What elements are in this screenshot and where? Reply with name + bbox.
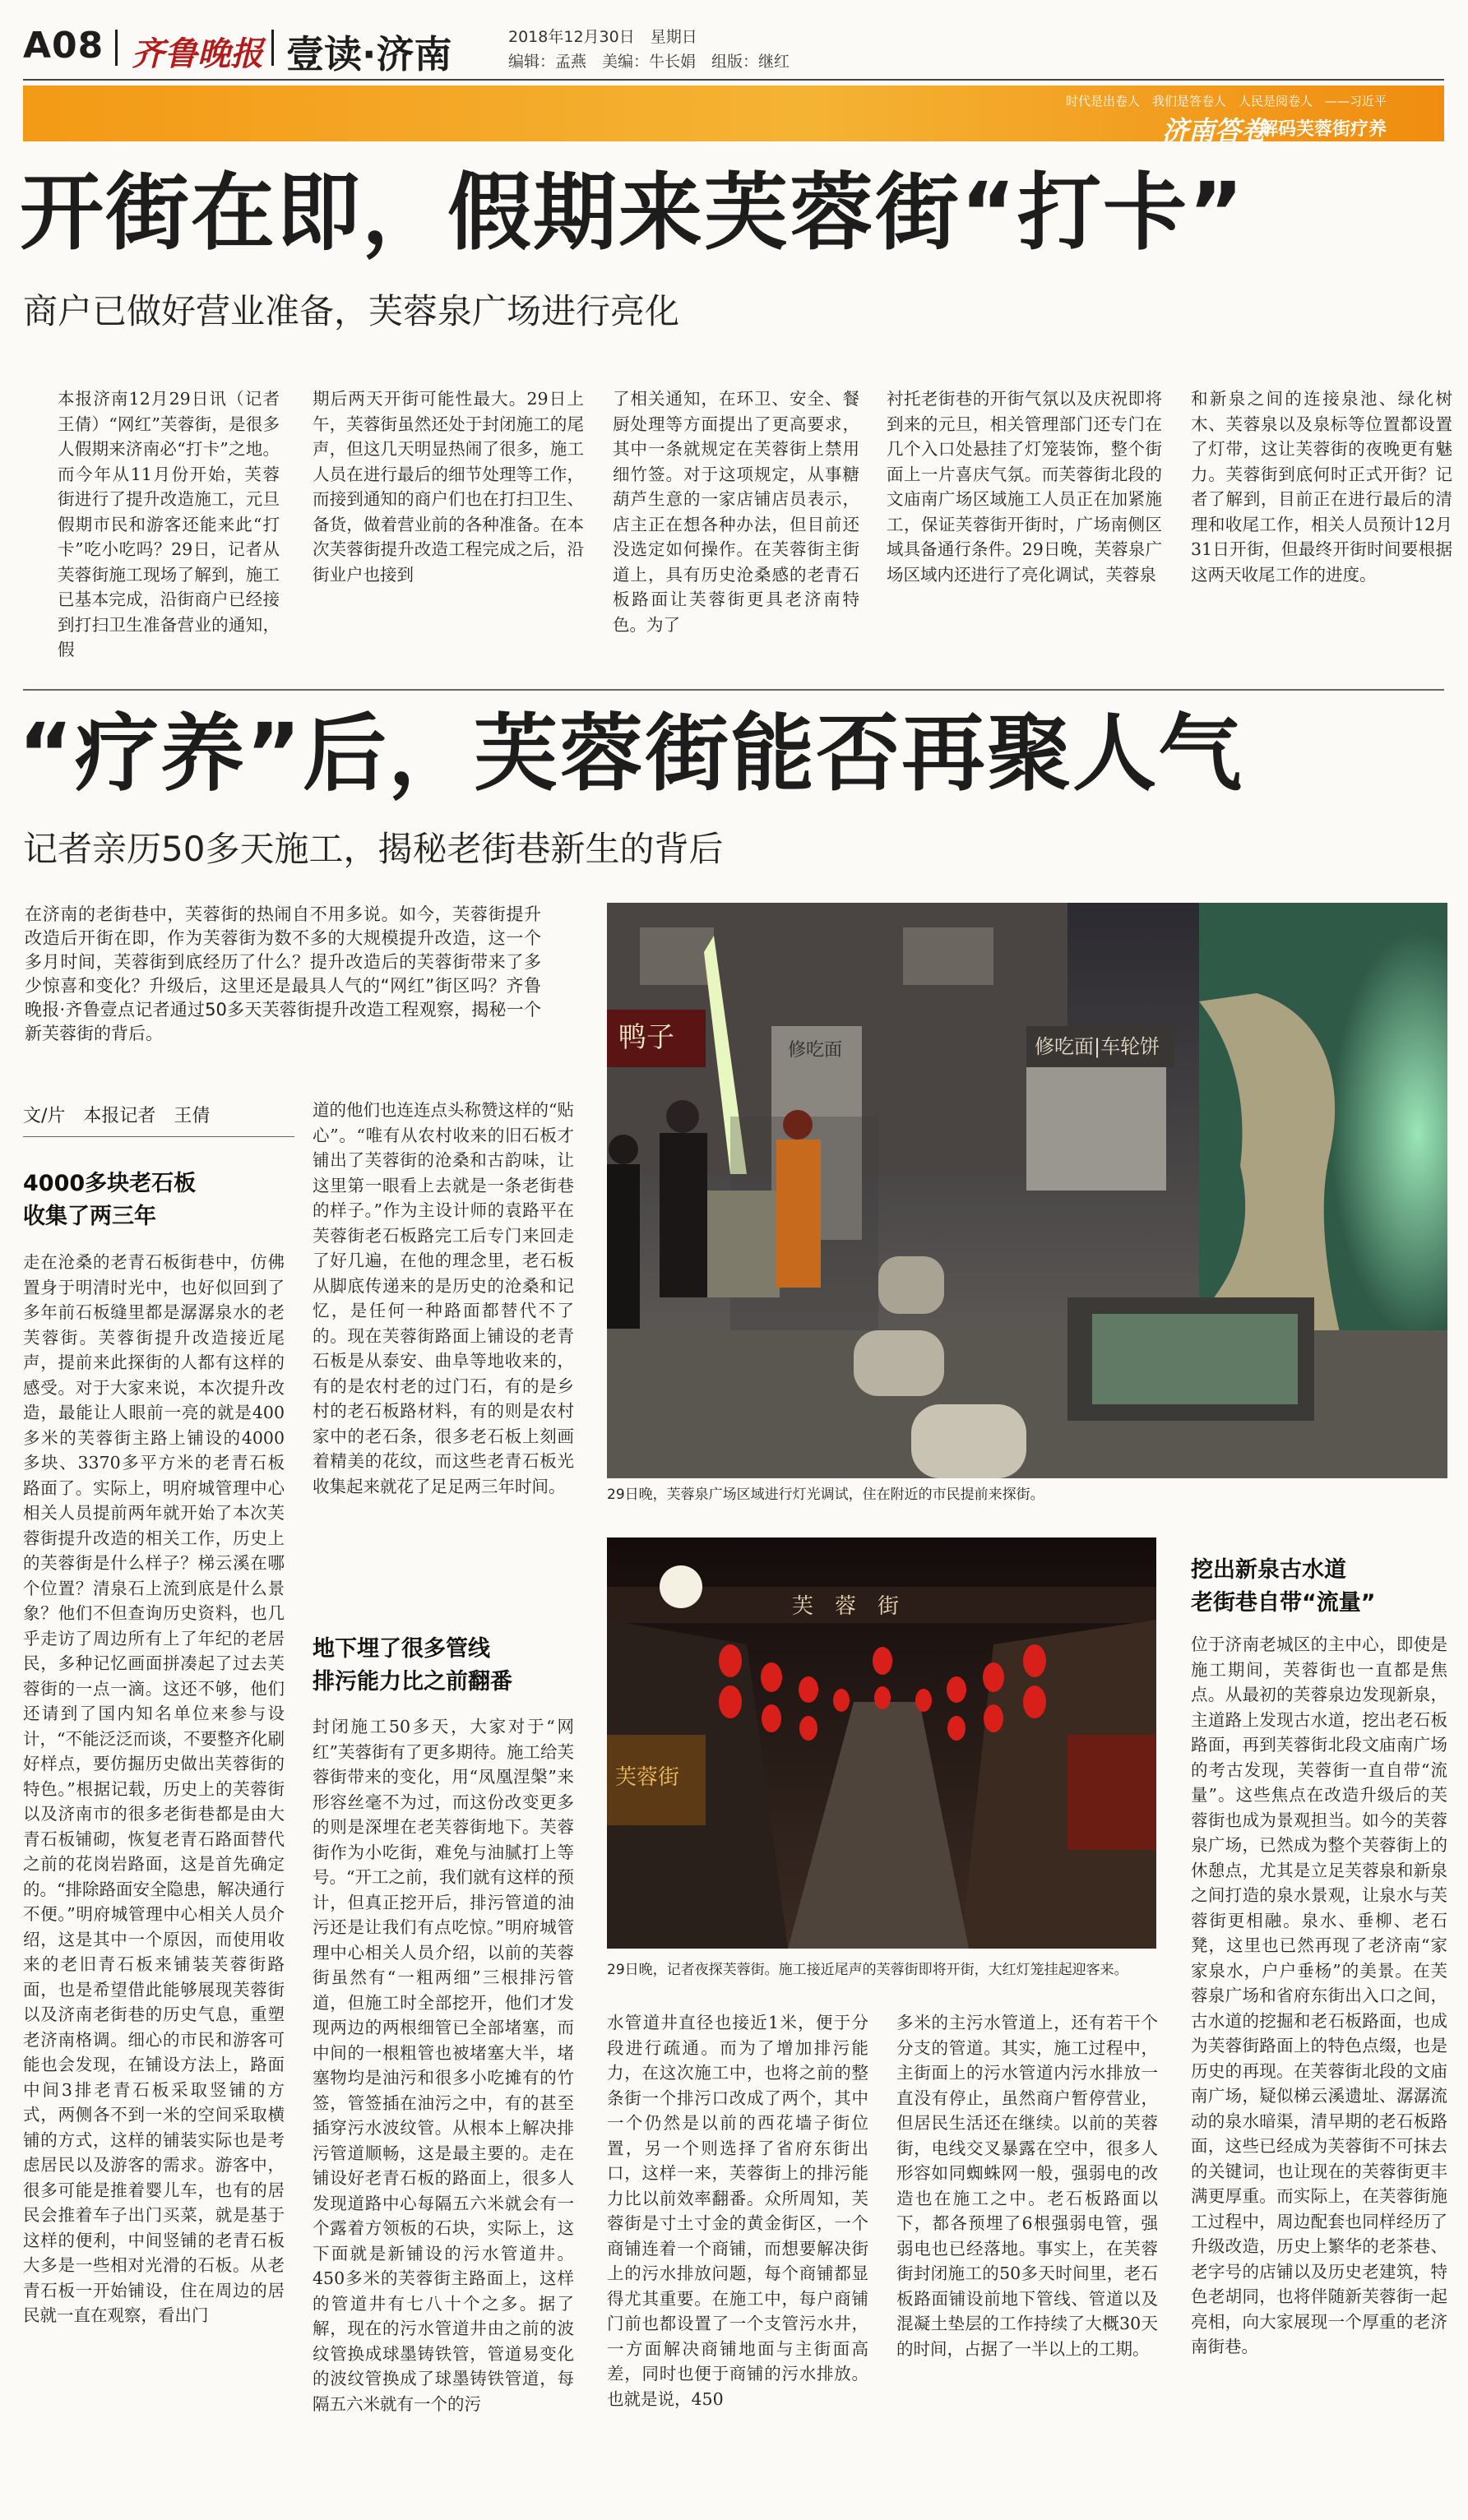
story1-column-2: 期后两天开街可能性最大。29日上午，芙蓉街虽然还处于封闭施工的尾声，但这几天明显热闹了很多，施工人员在进行最后的细节处理等工作，而接到通知的商户们也在打扫卫生、备货，做着营业前的各种准备。在本次芙蓉街提升改造工程完成之后，沿街业户也接到 <box>313 389 584 585</box>
crosshead-3-line1: 挖出新泉古水道 <box>1191 1557 1346 1583</box>
story1-column-4: 衬托老街巷的开街气氛以及庆祝即将到来的元旦，相关管理部门还专门在几个入口处悬挂了灯笼装饰，整个街面上一片喜庆气氛。而芙蓉街北段的文庙南广场区域施工人员正在加紧施工，保证芙蓉街开街时，广场南侧区域具备通行条件。29日晚，芙蓉泉广场区域内还进行了亮化调试，芙蓉泉 <box>887 389 1162 585</box>
story2-lead: 在济南的老街巷中，芙蓉街的热闹自不用多说。如今，芙蓉街提升改造后开街在即，作为芙蓉街为数不多的大规模提升改造，这一个多月时间，芙蓉街到底经历了什么？提升改造后的芙蓉街带来了多少惊喜和变化？升级后，这里还是最具人气的“网红”街区吗？齐鲁晚报·齐鲁壹点记者通过50多天芙蓉街提升改造工程观察，揭秘一个新芙蓉街的背后。 <box>25 904 541 1043</box>
story2-byline: 文/片 本报记者 王倩 <box>23 1106 211 1126</box>
crosshead-1-line2: 收集了两三年 <box>23 1204 156 1229</box>
story2-column-e: 位于济南老城区的主中心，即使是施工期间，芙蓉街也一直都是焦点。从最初的芙蓉泉边发现新泉，主道路上发现古水道，挖出老石板路面，再到芙蓉街北段文庙南广场的考古发现，芙蓉街一直自带“流量”。这些焦点在改造升级后的芙蓉街也成为景观担当。如今的芙蓉泉广场，已然成为整个芙蓉街上的休憩点，尤其是立足芙蓉泉和新泉之间打造的泉水景观，让泉水与芙蓉街更相融。泉水、垂柳、老石凳，这里也已然再现了老济南“家家泉水，户户垂杨”的美景。在芙蓉泉广场和省府东街出入口之间，古水道的挖掘和老石板路面，也成为芙蓉街路面上的特色点缀，也是历史的再现。在芙蓉街北段的文庙南广场，疑似梯云溪遗址、潺潺流动的泉水暗渠，清早期的老石板路面，这些已经成为芙蓉街不可抹去的关键词，也让现在的芙蓉街更丰满更厚重。而实际上，在芙蓉街施工过程中，周边配套也同样经历了升级改造，历史上繁华的老茶巷、老字号的店铺以及历史老建筑，特色老胡同，也将伴随新芙蓉街一起亮相，向大家展现一个厚重的老济南街巷。 <box>1191 1635 1447 2356</box>
column-banner <box>23 86 1444 146</box>
header-divider <box>271 30 274 66</box>
story1-column-3: 了相关通知，在环卫、安全、餐厨处理等方面提出了更高要求，其中一条就规定在芙蓉街上禁用细竹签。对于这项规定，从事糖葫芦生意的一家店铺店员表示，店主正在想各种办法，但目前还没选定如何操作。在芙蓉街主街道上，具有历史沧桑感的老青石板路面让芙蓉街更具老济南特色。为了 <box>613 389 859 635</box>
story2-column-c: 水管道井直径也接近1米，便于分段进行疏通。而为了增加排污能力，在这次施工中，也将之前的整条街一个排污口改成了两个，其中一个仍然是以前的西花墙子街位置，另一个则选择了省府东街出口，这样一来，芙蓉街上的排污能力比以前效率翻番。众所周知，芙蓉街是寸土寸金的黄金街区，一个商铺连着一个商铺，而想要解决街上的污水排放问题，每个商铺都显得尤其重要。在施工中，每户商铺门前也都设置了一个支管污水井，一方面解决商铺地面与主街面高差，同时也便于商铺的污水排放。也就是说，450 <box>607 2013 868 2409</box>
story1-column-1: 本报济南12月29日讯（记者 王倩）“网红”芙蓉街，是很多人假期来济南必“打卡”之地。而今年从11月份开始，芙蓉街进行了提升改造施工，元旦假期市民和游客还能来此“打卡”吃小吃吗？29日，记者从芙蓉街施工现场了解到，施工已基本完成，沿街商户已经接到打扫卫生准备营业的通知，假 <box>58 389 297 659</box>
photo-square-night <box>607 903 1447 1478</box>
header-divider <box>115 30 118 66</box>
crosshead-3-line2: 老街巷自带“流量” <box>1191 1590 1376 1616</box>
banner-slogan: 时代是出卷人 我们是答卷人 人民是阅卷人 ——习近平 <box>1065 94 1387 109</box>
byline-rule <box>23 1136 294 1137</box>
photo2-sign-2: 芙蓉街 <box>615 1765 680 1790</box>
story-divider <box>23 689 1444 691</box>
photo2-caption: 29日晚，记者夜探芙蓉街。施工接近尾声的芙蓉街即将开街，大红灯笼挂起迎客来。 <box>607 1962 1128 1978</box>
crosshead-2-line1: 地下埋了很多管线 <box>313 1636 490 1662</box>
photo1-sign-1: 鸭子 <box>618 1021 674 1054</box>
story2-headline: “疗养”后，芙蓉街能否再聚人气 <box>18 705 1244 803</box>
story1-headline: 开街在即，假期来芙蓉街“打卡” <box>20 164 1246 262</box>
header-rule <box>23 79 1444 81</box>
photo-lanterns-street-image <box>607 1537 1156 1949</box>
crosshead-3 <box>1191 1554 1376 1620</box>
story2-column-d: 多米的主污水管道上，还有若干个分支的管道。其实，施工过程中，主街面上的污水管道内污水排放一直没有停止，虽然商户暂停营业，但居民生活还在继续。以前的芙蓉街，电线交叉暴露在空中，很多人形容如同蜘蛛网一般，强弱电的改造也在施工之中。老石板路面以下，都各预埋了6根强弱电管，强弱电也已经落地。事实上，在芙蓉街封闭施工的50多天时间里，老石板路面铺设前地下管线、管道以及混凝土垫层的工作持续了大概30天的时间，占据了一半以上的工期。 <box>896 2013 1158 2359</box>
section-title: 壹读·济南 <box>286 32 452 76</box>
crosshead-1-line1: 4000多块老石板 <box>23 1171 197 1196</box>
banner-column-name: 济南答卷 <box>1161 115 1267 146</box>
newspaper-logo: 齐鲁晚报 <box>132 35 263 73</box>
story2-column-b: 道的他们也连连点头称赞这样的“贴心”。“唯有从农村收来的旧石板才铺出了芙蓉街的沧桑和古韵味，让这里第一眼看上去就是一条老街巷的样子。”作为主设计师的袁路平在芙蓉街老石板路完工后专门来回走了好几遍，在他的理念里，老石板从脚底传递来的是历史的沧桑和记忆，是任何一种路面都替代不了的。现在芙蓉街路面上铺设的老青石板是从泰安、曲阜等地收来的，有的是农村老的过门石，有的是乡村的老石板路材料，有的则是农村家中的老石条，很多老石板上刻画着精美的花纹，而这些老青石板光收集起来就花了足足两三年时间。 <box>313 1100 574 1496</box>
photo-lanterns-street <box>607 1537 1156 1949</box>
story1-subhead: 商户已做好营业准备，芙蓉泉广场进行亮化 <box>23 291 680 331</box>
publication-date: 2018年12月30日 星期日 <box>508 28 697 46</box>
photo1-sign-2: 修吃面 <box>788 1040 843 1061</box>
banner-subtitle: ·解码芙蓉街疗养 <box>1253 119 1387 140</box>
page-number: A08 <box>23 25 104 67</box>
story2-column-b2: 封闭施工50多天，大家对于“网红”芙蓉街有了更多期待。施工给芙蓉街带来的变化，用“凤凰涅槃”来形容丝毫不为过，而这份改变更多的则是深埋在老芙蓉街地下。芙蓉街作为小吃街，难免与油腻打上等号。“开工之前，我们就有这样的预计，但真正挖开后，排污管道的油污还是让我们有点吃惊。”明府城管理中心相关人员介绍，以前的芙蓉街虽然有“一粗两细”三根排污管道，但施工时全部挖开，他们才发现两边的两根细管已全部堵塞，而中间的一根粗管也被堵塞大半，堵塞物均是油污和很多小吃摊有的竹签，管签插在油污之中，有的甚至插穿污水波纹管。从根本上解决排污管道顺畅，这是最主要的。走在铺设好老青石板的路面上，很多人发现道路中心每隔五六米就会有一个露着方领板的石块，实际上，这下面就是新铺设的污水管道井。450多米的芙蓉街主路面上，这样的管道井有七八十个之多。据了解，现在的污水管道井由之前的波纹管换成球墨铸铁管，管道易变化的波纹管换成了球墨铸铁管道，每隔五六米就有一个的污 <box>313 1717 574 2414</box>
crosshead-1 <box>23 1168 196 1233</box>
crosshead-2 <box>313 1633 512 1699</box>
crosshead-2-line2: 排污能力比之前翻番 <box>313 1669 512 1695</box>
story1-column-5: 和新泉之间的连接泉池、绿化树木、芙蓉泉以及泉标等位置都设置了灯带，这让芙蓉街的夜晚更有魅力。芙蓉街到底何时正式开街？记者了解到，目前正在进行最后的清理和收尾工作，相关人员预计12月31日开街，但最终开街时间要根据这两天收尾工作的进度。 <box>1191 389 1452 585</box>
story2-subhead: 记者亲历50多天施工，揭秘老街巷新生的背后 <box>23 829 724 869</box>
story2-column-a: 走在沧桑的老青石板街巷中，仿佛置身于明清时光中，也好似回到了多年前石板缝里都是潺潺泉水的老芙蓉街。芙蓉街提升改造接近尾声，提前来此探街的人都有这样的感受。对于大家来说，本次提升改造，最能让人眼前一亮的就是400多米的芙蓉街主路上铺设的4000多块、3370多平方米的老青石板路面了。实际上，明府城管理中心相关人员提前两年就开始了本次芙蓉街提升改造的相关工作，历史上的芙蓉街是什么样子？梯云溪在哪个位置？清泉石上流到底是什么景象？他们不但查询历史资料，也几乎走访了周边所有上了年纪的老居民，多种记忆画面拼凑起了过去芙蓉街的一点一滴。这还不够，他们还请到了国内知名单位来参与设计，“不能泛泛而谈，不要整齐化刷好样点，要仿掘历史做出芙蓉街的特色。”根据记载，历史上的芙蓉街以及济南市的很多老街巷都是由大青石板铺砌，恢复老青石路面替代之前的花岗岩路面，这是首先确定的。“排除路面安全隐患，解决通行不便。”明府城管理中心相关人员介绍，这是其中一个原因，而使用收来的老旧青石板来铺装芙蓉街路面，也是希望借此能够展现芙蓉街以及济南老街巷的历史气息，重塑老济南格调。细心的市民和游客可能也会发现，在铺设方法上，路面中间3排老青石板采取竖铺的方式，两侧各不到一米的空间采取横铺的方式，这样的铺装实际也是考虑居民以及游客的需求。游客中，很多可能是推着婴儿车，也有的居民会推着车子出门买菜，就是基于这样的便利，中间竖铺的老青石板大多是一些相对光滑的石板。从老青石板一开始铺设，住在周边的居民就一直在观察，看出门 <box>23 1252 285 2325</box>
photo-square-night-image <box>607 903 1447 1478</box>
staff-credits: 编辑：孟燕 美编：牛长娟 组版：继红 <box>508 53 790 71</box>
photo1-caption: 29日晚，芙蓉泉广场区域进行灯光调试，住在附近的市民提前来探街。 <box>607 1487 1044 1503</box>
photo1-sign-3: 修吃面|车轮饼 <box>1035 1035 1160 1058</box>
photo2-sign-1: 芙 蓉 街 <box>792 1594 900 1619</box>
